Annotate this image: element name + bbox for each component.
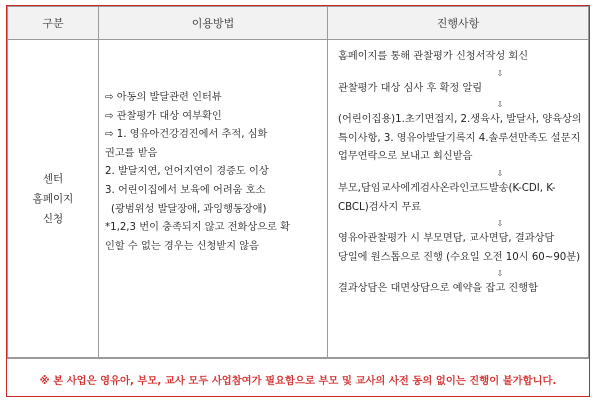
info-table-frame xyxy=(6,5,590,397)
category-line: 신청 xyxy=(42,212,64,225)
down-arrow-icon: ⇩ xyxy=(496,68,504,78)
usage-cell xyxy=(99,40,328,358)
progress-step: 영유아관찰평가 시 부모면담, 교사면담, 결과상담 당일에 원스톱으로 진행 (수요일 오전 10시 60~90분) xyxy=(338,233,581,263)
progress-step: (어린이집용)1.초기면접지, 2.생육사, 발달사, 양육상의 특이사항, 3. 영유아발달기록지 4.솔루션만족도 설문지 업무연락으로 보내고 회신받음 xyxy=(338,114,582,163)
down-arrow-icon: ⇩ xyxy=(496,219,504,229)
consent-notice: ※ 본 사업은 영유아, 부모, 교사 모두 사업참여가 필요함으로 부모 및 교사의 사전 동의 없이는 진행이 불가합니다. xyxy=(7,358,589,399)
table-row xyxy=(8,40,589,358)
header-category: 구분 xyxy=(8,7,99,40)
header-usage: 이용방법 xyxy=(99,7,328,40)
progress-step: 결과상담은 대면상담으로 예약을 잡고 진행함 xyxy=(338,283,538,295)
down-arrow-icon: ⇩ xyxy=(496,269,504,279)
category-cell xyxy=(8,40,99,358)
usage-line: ⇨ 아동의 발달관련 인터뷰 xyxy=(105,92,222,103)
header-row xyxy=(8,7,589,40)
usage-line: 권고를 받음 xyxy=(105,147,158,159)
progress-step: 홈페이지를 통해 관찰평가 신청서작성 회신 xyxy=(338,51,529,62)
usage-line: *1,2,3 번이 충족되지 않고 전화상으로 확 xyxy=(105,222,290,234)
category-line: 홈페이지 xyxy=(32,192,74,205)
usage-line: (광범위성 발달장애, 과잉행동장애) xyxy=(111,203,267,215)
info-table xyxy=(7,6,589,358)
progress-step: 부모,담임교사에게검사온라인코드발송(K-CDI, K-CBCL)검사지 무료 xyxy=(338,182,556,213)
usage-line: 인할 수 없는 경우는 신청받지 않음 xyxy=(105,240,259,252)
progress-cell xyxy=(328,40,589,358)
usage-line: ⇨ 관찰평가 대상 여부확인 xyxy=(105,110,222,122)
usage-line: ⇨ 1. 영유아건강검진에서 추적, 심화 xyxy=(105,129,268,141)
progress-step: 관찰평가 대상 심사 후 확정 알림 xyxy=(338,82,483,94)
category-line: 센터 xyxy=(42,172,64,185)
header-progress: 진행사항 xyxy=(328,7,589,40)
usage-line: 3. 어린이집에서 보육에 어려움 호소 xyxy=(105,184,266,196)
down-arrow-icon: ⇩ xyxy=(496,100,504,110)
down-arrow-icon: ⇩ xyxy=(496,168,504,178)
usage-line: 2. 발달지연, 언어지연이 경증도 이상 xyxy=(105,166,269,178)
